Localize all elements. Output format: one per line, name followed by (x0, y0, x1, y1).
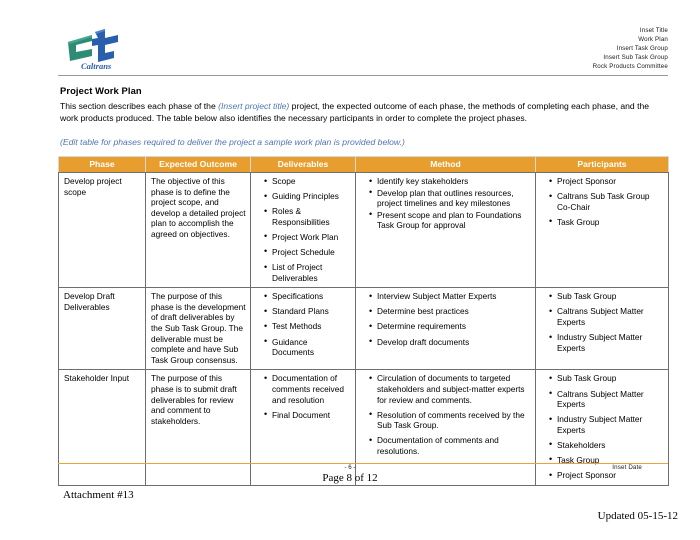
expected-outcome-text: The purpose of this phase is the development of draft deliverables by the Sub Task Group. The deliverable must be complete and have Sub Task Group consensus. (151, 291, 246, 365)
list-item: • Resolution of comments received by the Sub Task Group. (370, 410, 531, 431)
list-item: • Task Group (550, 455, 664, 466)
list-item: • Develop draft documents (370, 337, 531, 348)
cell-expected-outcome (146, 288, 251, 370)
list-item: • Project Work Plan (265, 232, 351, 243)
intro-paragraph (60, 101, 666, 124)
list-item: • Stakeholders (550, 440, 664, 451)
list-item: • Scope (265, 176, 351, 187)
cell-method (356, 288, 536, 370)
list-item: • Guiding Principles (265, 191, 351, 202)
page-title: Project Work Plan (60, 85, 142, 96)
column-header-participants: Participants (536, 157, 669, 173)
deliverables-list (256, 176, 351, 283)
list-item: • List of Project Deliverables (265, 262, 351, 283)
list-item: • Documentation of comments and resolutions. (370, 435, 531, 456)
list-item: • Documentation of comments received and resolution (265, 373, 351, 405)
deliverables-list (256, 291, 351, 357)
header-line-committee: Rock Products Committee (592, 63, 668, 71)
intro-text-part1: This section describes each phase of the (60, 101, 219, 111)
method-list (361, 373, 531, 456)
list-item: • Sub Task Group (550, 291, 664, 302)
list-item: • Project Sponsor (550, 176, 664, 187)
list-item: • Caltrans Sub Task Group Co-Chair (550, 191, 664, 212)
cell-phase (59, 173, 146, 288)
list-item: • Industry Subject Matter Experts (550, 332, 664, 353)
list-item: • Task Group (550, 217, 664, 228)
method-list (361, 176, 531, 231)
list-item: • Guidance Documents (265, 337, 351, 358)
list-item: • Develop plan that outlines resources, project timelines and key milestones (370, 188, 531, 209)
deliverables-list (256, 373, 351, 420)
list-item: • Caltrans Subject Matter Experts (550, 389, 664, 410)
table-header-row (59, 157, 669, 173)
document-header (58, 26, 668, 74)
table-row (59, 288, 669, 370)
list-item: • Interview Subject Matter Experts (370, 291, 531, 302)
intro-text-part2: project, the expected outcome of each phase, the methods of completing each phase, and the work products produced. The table below also identifies the necessary participants in order to complete the project phases. (60, 101, 650, 123)
list-item: • Specifications (265, 291, 351, 302)
column-header-phase: Phase (59, 157, 146, 173)
cell-method (356, 173, 536, 288)
intro-placeholder-project-title: (Insert project title) (218, 101, 290, 111)
column-header-deliverables: Deliverables (251, 157, 356, 173)
list-item: • Determine requirements (370, 321, 531, 332)
cell-deliverables (251, 173, 356, 288)
cell-expected-outcome (146, 173, 251, 288)
participants-list (541, 176, 664, 227)
list-item: • Determine best practices (370, 306, 531, 317)
list-item: • Test Methods (265, 321, 351, 332)
phase-label: Stakeholder Input (64, 373, 130, 384)
cell-participants (536, 288, 669, 370)
phase-label: Develop project scope (64, 176, 122, 197)
list-item: • Circulation of documents to targeted stakeholders and subject-matter experts for review and comments. (370, 373, 531, 405)
column-header-expected-outcome: Expected Outcome (146, 157, 251, 173)
work-plan-table (58, 156, 669, 486)
caltrans-logo-icon (62, 28, 132, 72)
footer-updated-date: Updated 05-15-12 (597, 510, 678, 522)
header-line-task-group: Insert Task Group (616, 45, 668, 53)
method-list (361, 291, 531, 347)
footer-attachment-label: Attachment #13 (63, 489, 134, 501)
table-row (59, 173, 669, 288)
cell-deliverables (251, 288, 356, 370)
header-title-block (593, 26, 668, 71)
list-item: • Identify key stakeholders (370, 176, 531, 187)
edit-instruction-note: (Edit table for phases required to deliver the project a sample work plan is provided below.) (60, 137, 405, 147)
list-item: • Industry Subject Matter Experts (550, 414, 664, 435)
list-item: • Project Schedule (265, 247, 351, 258)
list-item: • Caltrans Subject Matter Experts (550, 306, 664, 327)
phase-label: Develop Draft Deliverables (64, 291, 115, 312)
list-item: • Sub Task Group (550, 373, 664, 384)
header-line-work-plan: Work Plan (638, 36, 668, 44)
footer-section-page-number: - 6 - (344, 464, 356, 471)
header-divider (58, 75, 668, 76)
list-item: • Present scope and plan to Foundations Task Group for approval (370, 210, 531, 231)
footer-page-of: Page 8 of 12 (322, 472, 378, 484)
header-line-sub-task-group: Insert Sub Task Group (603, 54, 668, 62)
list-item: • Final Document (265, 410, 351, 421)
expected-outcome-text: The objective of this phase is to define the project scope, and develop a detailed project plan to accomplish the agreed on objectives. (151, 176, 246, 239)
footer-inset-date: Inset Date (612, 464, 642, 471)
expected-outcome-text: The purpose of this phase is to submit draft deliverables for review and comment to stakeholders. (151, 373, 237, 426)
column-header-method: Method (356, 157, 536, 173)
header-line-inset-title: Inset Title (639, 27, 668, 34)
svg-text:Caltrans: Caltrans (81, 61, 112, 71)
participants-list (541, 291, 664, 353)
list-item: • Standard Plans (265, 306, 351, 317)
cell-participants (536, 173, 669, 288)
cell-phase (59, 288, 146, 370)
list-item: • Project Sponsor (550, 470, 664, 481)
list-item: • Roles & Responsibilities (265, 206, 351, 227)
